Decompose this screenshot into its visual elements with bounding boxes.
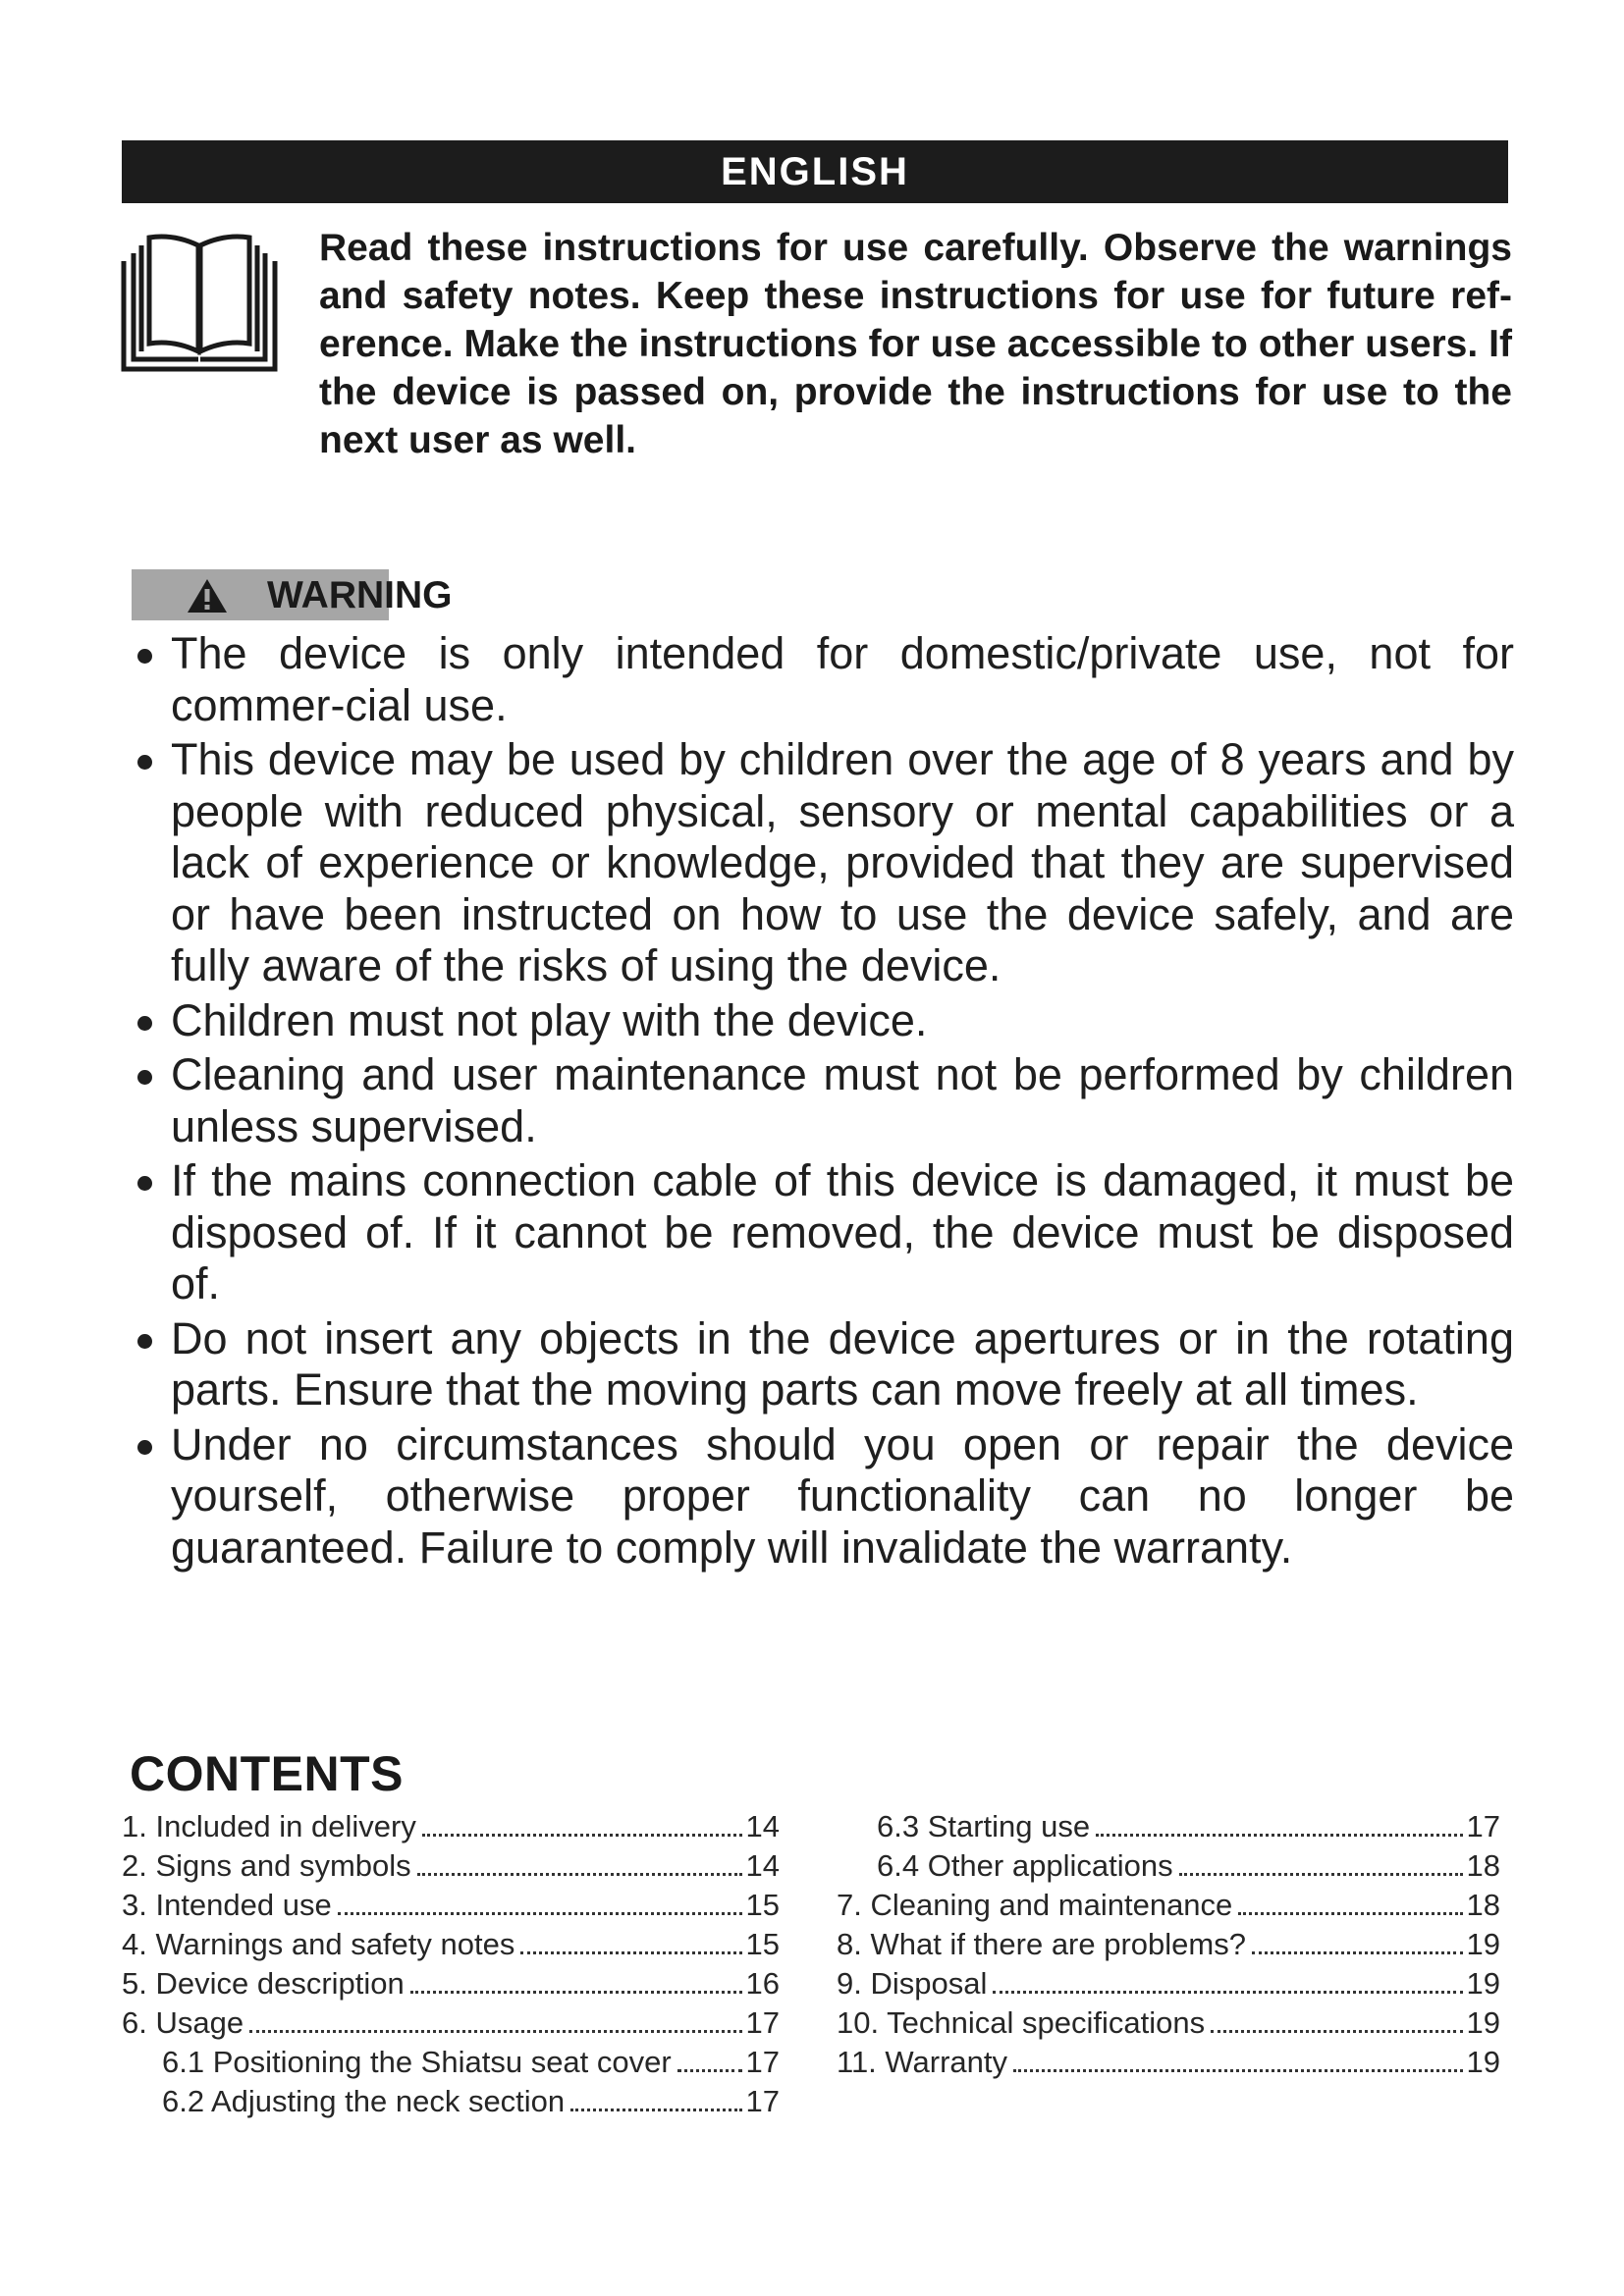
toc-entry-label: 6. Usage bbox=[122, 2005, 244, 2040]
toc-leader bbox=[993, 1991, 1462, 1994]
toc-leader bbox=[422, 1834, 742, 1837]
toc-entry-page: 19 bbox=[1466, 2045, 1500, 2079]
toc-entry[interactable] bbox=[122, 1888, 780, 1927]
toc-leader bbox=[1238, 1912, 1462, 1915]
bullet-icon bbox=[137, 1016, 152, 1031]
toc-leader bbox=[417, 1873, 742, 1876]
toc-leader bbox=[410, 1991, 742, 1994]
warning-heading: WARNING bbox=[267, 574, 453, 616]
toc-entry-page: 18 bbox=[1466, 1848, 1500, 1883]
toc-entry-page: 17 bbox=[745, 2084, 780, 2118]
toc-entry[interactable] bbox=[837, 1888, 1500, 1927]
bullet-icon bbox=[137, 649, 152, 664]
toc-entry-label: 1. Included in delivery bbox=[122, 1809, 416, 1843]
toc-entry-label: 4. Warnings and safety notes bbox=[122, 1927, 515, 1961]
toc-entry-label: 6.2 Adjusting the neck section bbox=[162, 2084, 566, 2118]
toc-entry-page: 15 bbox=[745, 1888, 780, 1922]
toc-entry-page: 19 bbox=[1466, 1927, 1500, 1961]
toc-entry-label: 7. Cleaning and maintenance bbox=[837, 1888, 1233, 1922]
toc-subentry[interactable] bbox=[122, 2045, 780, 2084]
intro-paragraph: Read these instructions for use carefully. Observe the warnings and safety notes. Keep these instructions for use for future ref-erence. Make the instructions for use accessible to other users. If the device is passed on, provide the instructions for use to the next user as well. bbox=[319, 227, 1512, 461]
toc-entry-label: 5. Device description bbox=[122, 1966, 405, 2001]
warning-item bbox=[132, 628, 1514, 731]
language-header bbox=[122, 140, 1508, 203]
toc-entry[interactable] bbox=[837, 1927, 1500, 1966]
warning-item-text: If the mains connection cable of this device is damaged, it must be disposed of. If it cannot be removed, the device must be disposed of. bbox=[171, 1155, 1514, 1308]
warning-item bbox=[132, 734, 1514, 992]
toc-entry-page: 15 bbox=[745, 1927, 780, 1961]
warning-item-text: This device may be used by children over the age of 8 years and by people with reduced physical, sensory or mental capabilities or a lack of experience or knowledge, provided that they are supervised or have been instructed on how to use the device safely, and are fully aware of the risks of using the device. bbox=[171, 734, 1514, 990]
toc-entry[interactable] bbox=[837, 2005, 1500, 2045]
bullet-icon bbox=[137, 755, 152, 770]
toc-entry-label: 6.1 Positioning the Shiatsu seat cover bbox=[162, 2045, 672, 2079]
warning-triangle-icon bbox=[187, 578, 228, 614]
toc-column-left bbox=[122, 1809, 780, 2123]
toc-entry[interactable] bbox=[837, 2045, 1500, 2084]
toc-entry-label: 6.4 Other applications bbox=[877, 1848, 1173, 1883]
toc-entry-page: 17 bbox=[1466, 1809, 1500, 1843]
toc-leader bbox=[1252, 1951, 1463, 1954]
toc-leader bbox=[338, 1912, 742, 1915]
toc-entry-page: 16 bbox=[745, 1966, 780, 2001]
warning-item bbox=[132, 1419, 1514, 1575]
warning-item bbox=[132, 1155, 1514, 1310]
toc-entry[interactable] bbox=[122, 1927, 780, 1966]
toc-subentry[interactable] bbox=[837, 1809, 1500, 1848]
toc-entry-label: 8. What if there are problems? bbox=[837, 1927, 1246, 1961]
toc-entry[interactable] bbox=[837, 1966, 1500, 2005]
toc-entry-label: 10. Technical specifications bbox=[837, 2005, 1206, 2040]
toc-entry-page: 17 bbox=[745, 2045, 780, 2079]
toc-entry-label: 6.3 Starting use bbox=[877, 1809, 1091, 1843]
toc-leader bbox=[1179, 1873, 1463, 1876]
toc-leader bbox=[570, 2109, 741, 2111]
toc-leader bbox=[1096, 1834, 1462, 1837]
toc-entry-page: 19 bbox=[1466, 2005, 1500, 2040]
warning-item bbox=[132, 1313, 1514, 1416]
warning-item-text: Do not insert any objects in the device apertures or in the rotating parts. Ensure that the moving parts can move freely at all times. bbox=[171, 1312, 1514, 1415]
bullet-icon bbox=[137, 1070, 152, 1085]
toc-entry[interactable] bbox=[122, 1809, 780, 1848]
toc-entry[interactable] bbox=[122, 1966, 780, 2005]
toc-entry[interactable] bbox=[122, 1848, 780, 1888]
toc-entry-page: 19 bbox=[1466, 1966, 1500, 2001]
bullet-icon bbox=[137, 1176, 152, 1191]
book-icon bbox=[120, 234, 279, 373]
toc-entry-label: 9. Disposal bbox=[837, 1966, 988, 2001]
toc-subentry[interactable] bbox=[122, 2084, 780, 2123]
contents-title: CONTENTS bbox=[130, 1746, 404, 1801]
warning-item-text: Children must not play with the device. bbox=[171, 994, 928, 1045]
warning-list bbox=[132, 628, 1514, 1576]
warning-item-text: Under no circumstances should you open or repair the device yourself, otherwise proper functionality can no longer be guaranteed. Failure to comply will invalidate the warranty. bbox=[171, 1418, 1514, 1573]
warning-item bbox=[132, 995, 1514, 1047]
toc-column-right bbox=[837, 1809, 1500, 2084]
toc-leader bbox=[249, 2030, 741, 2033]
warning-item-text: Cleaning and user maintenance must not be performed by children unless supervised. bbox=[171, 1049, 1514, 1151]
toc-entry-page: 14 bbox=[745, 1848, 780, 1883]
toc-entry-page: 14 bbox=[745, 1809, 780, 1843]
language-label: ENGLISH bbox=[721, 149, 909, 193]
toc-entry-label: 3. Intended use bbox=[122, 1888, 332, 1922]
warning-item-text: The device is only intended for domestic/private use, not for commer-cial use. bbox=[171, 628, 1514, 730]
toc-leader bbox=[677, 2069, 742, 2072]
bullet-icon bbox=[137, 1440, 152, 1455]
toc-entry-label: 11. Warranty bbox=[837, 2045, 1007, 2079]
toc-entry-page: 17 bbox=[745, 2005, 780, 2040]
warning-item bbox=[132, 1049, 1514, 1152]
toc-leader bbox=[1013, 2069, 1463, 2072]
toc-entry[interactable] bbox=[122, 2005, 780, 2045]
toc-leader bbox=[1211, 2030, 1462, 2033]
toc-leader bbox=[520, 1951, 741, 1954]
toc-entry-page: 18 bbox=[1466, 1888, 1500, 1922]
bullet-icon bbox=[137, 1334, 152, 1349]
toc-entry-label: 2. Signs and symbols bbox=[122, 1848, 411, 1883]
toc-subentry[interactable] bbox=[837, 1848, 1500, 1888]
